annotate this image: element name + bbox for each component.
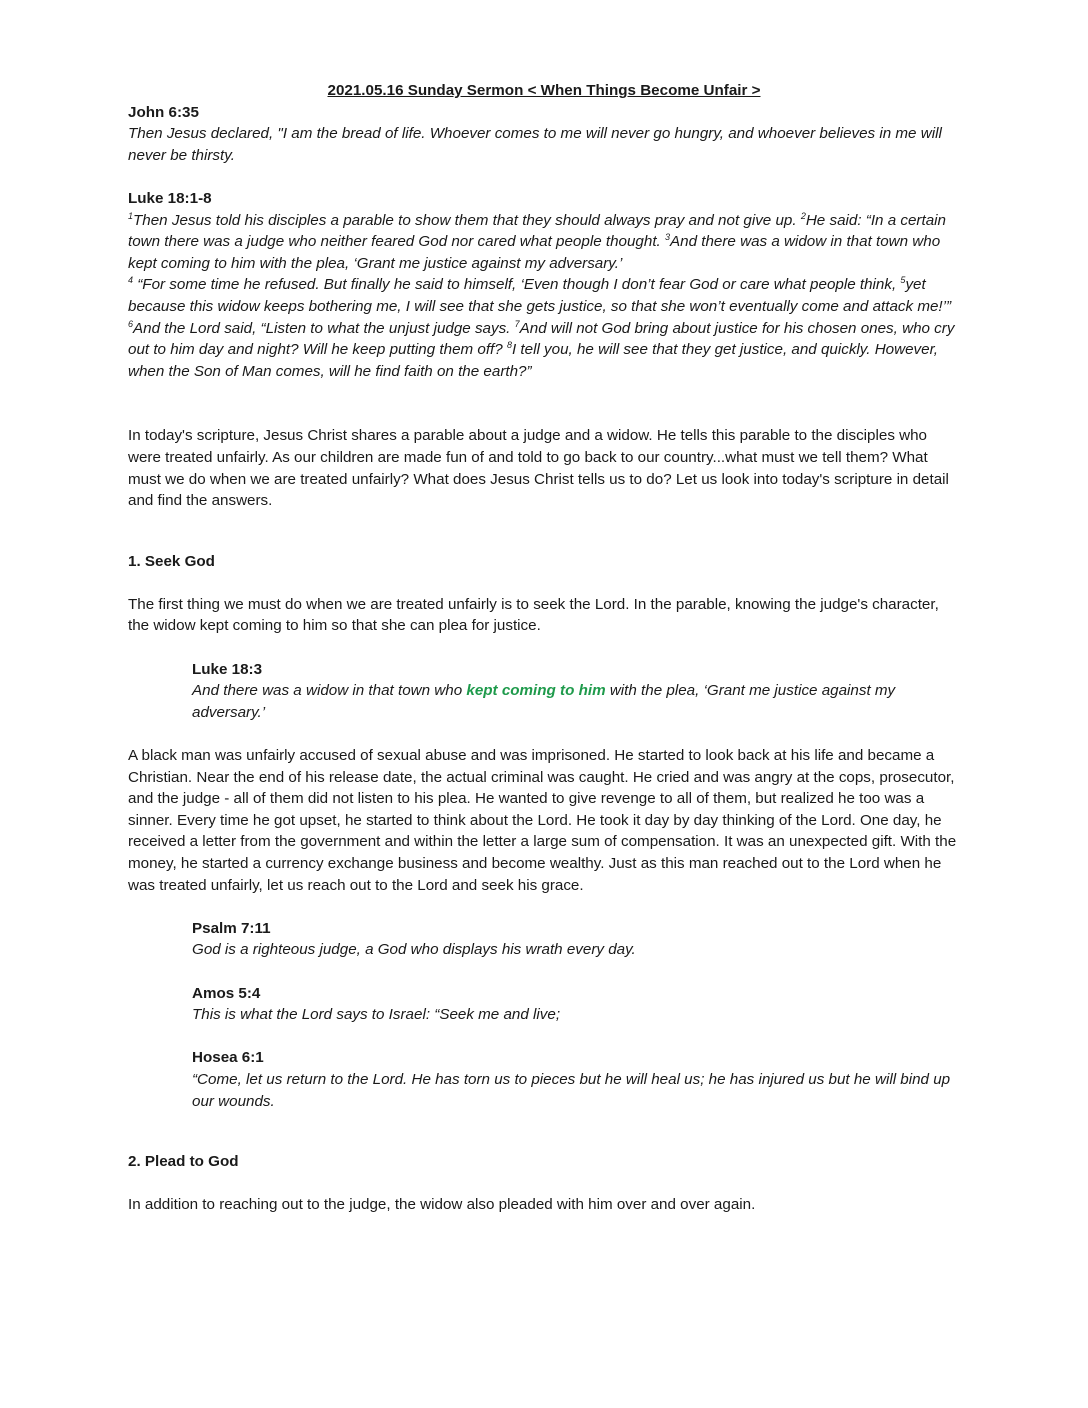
document-page (128, 80, 960, 1216)
verse-text: Then Jesus told his disciples a parable to show them that they should always pray and not give up. (133, 211, 797, 229)
intro-paragraph: In today's scripture, Jesus Christ shares a parable about a judge and a widow. He tells this parable to the disciples who were treated unfairly. As our children are made fun of and told to go back to our country...what must we tell them? What must we do when we are treated unfairly? What does Jesus Christ tells us to do? Let us look into today's scripture in detail and find the answers. (128, 427, 949, 510)
luke-18-3-quote (192, 659, 960, 724)
verse-number: 6 (128, 318, 134, 329)
quote-reference: Luke 18:3 (192, 660, 263, 678)
verse-text: “For some time he refused. But finally he said to himself, ‘Even though I don’t fear God or care what people think, (137, 276, 897, 294)
verse-number: 3 (665, 232, 671, 243)
verse-text: And there was a widow in that town who kept coming to him with the plea, ‘Grant me justice against my adversary.’ (128, 233, 941, 272)
hosea-quote (192, 1047, 960, 1112)
seek-god-paragraph: The first thing we must do when we are treated unfairly is to seek the Lord. In the parable, knowing the judge's character, the widow kept coming to him so that she can plea for justice. (128, 595, 939, 635)
verse-number: 4 (128, 275, 134, 286)
verse-text: I tell you, he will see that they get justice, and quickly. However, when the Son of Man comes, will he find faith on the earth?” (128, 341, 939, 380)
quote-text: This is what the Lord says to Israel: “Seek me and live; (192, 1006, 561, 1024)
luke-reference: Luke 18:1-8 (128, 189, 212, 207)
verse-text: He said: “In a certain town there was a judge who neither feared God nor cared what people thought. (128, 211, 946, 251)
page-title: 2021.05.16 Sunday Sermon < When Things Become Unfair > (327, 82, 761, 99)
story-paragraph: A black man was unfairly accused of sexual abuse and was imprisoned. He started to look back at his life and became a Christian. Near the end of his release date, the actual criminal was caught. He cried and was angry at the cops, prosecutor, and the judge - all of them did not listen to his plea. He wanted to give revenge to all of them, but realized he too was a sinner. Every time he got upset, he started to think about the Lord. He took it day by day thinking of the Lord. One day, he received a letter from the government and within the letter a large sum of compensation. It was an unexpected gift. With the money, he started a currency exchange business and become wealthy. Just as this man reached out to the Lord when he was treated unfairly, let us reach out to the Lord and seek his grace. (128, 747, 957, 894)
amos-quote (192, 983, 960, 1026)
psalm-quote (192, 918, 960, 961)
highlighted-phrase: kept coming to him (466, 682, 606, 700)
verse-number: 5 (900, 275, 906, 286)
john-verse-text: Then Jesus declared, "I am the bread of life. Whoever comes to me will never go hungry, and whoever believes in me will never be thirsty. (128, 125, 942, 164)
quote-text: And there was a widow in that town who kept coming to him with the plea, ‘Grant me justice against my adversary.’ (192, 682, 896, 721)
verse-text: And will not God bring about justice for his chosen ones, who cry out to him day and night? Will he keep putting them off? (128, 319, 955, 359)
luke-passage (128, 210, 960, 383)
plead-paragraph: In addition to reaching out to the judge, the widow also pleaded with him over and over again. (128, 1196, 756, 1214)
verse-number: 8 (506, 340, 512, 351)
quote-text: God is a righteous judge, a God who displays his wrath every day. (192, 941, 636, 959)
verse-number: 7 (514, 318, 520, 329)
section-heading-seek-god: 1. Seek God (128, 552, 215, 570)
verse-text: And the Lord said, “Listen to what the unjust judge says. (133, 319, 511, 337)
john-reference: John 6:35 (128, 103, 199, 121)
quote-reference: Amos 5:4 (192, 984, 261, 1002)
quote-reference: Hosea 6:1 (192, 1049, 264, 1067)
verse-number: 1 (128, 210, 134, 221)
quote-reference: Psalm 7:11 (192, 919, 271, 937)
quote-text: “Come, let us return to the Lord. He has torn us to pieces but he will heal us; he has injured us but he will bind up our wounds. (192, 1070, 951, 1110)
verse-text: yet because this widow keeps bothering me, I will see that she gets justice, so that she won’t eventually come and attack me!’” (128, 276, 952, 315)
verse-number: 2 (800, 210, 806, 221)
section-heading-plead-to-god: 2. Plead to God (128, 1153, 239, 1171)
